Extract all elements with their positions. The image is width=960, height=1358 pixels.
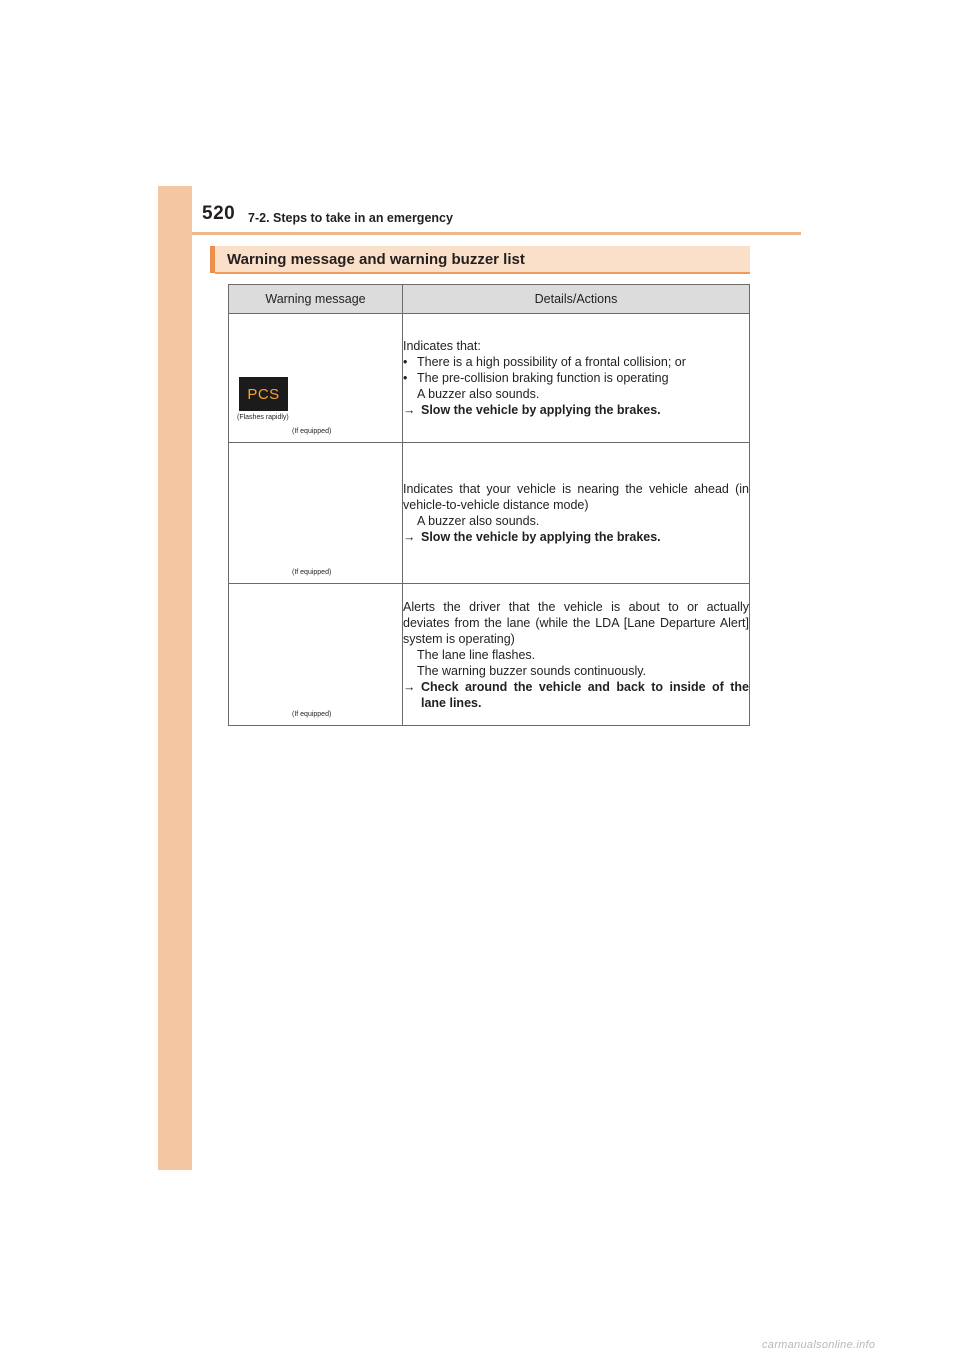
- details-cell: [403, 443, 750, 584]
- details-bullet: [403, 354, 749, 370]
- details-bullet: [403, 370, 749, 386]
- warning-message-cell: [229, 584, 403, 726]
- watermark-logo: carmanualsonline.info: [762, 1339, 876, 1351]
- details-intro: Alerts the driver that the vehicle is about to or actually deviates from the lane (while the LDA [Lane Departure Alert] system is operating): [403, 599, 749, 646]
- pcs-warning-icon: [239, 377, 288, 411]
- flash-note: (Flashes rapidly): [237, 414, 289, 421]
- details-subnote: The lane line flashes.: [417, 647, 536, 662]
- warning-message-cell: [229, 314, 403, 443]
- bullet-mark: •: [403, 355, 408, 369]
- bullet-mark: •: [403, 371, 408, 385]
- details-subnote: A buzzer also sounds.: [417, 514, 540, 528]
- column-header-warning-message: Warning message: [229, 285, 403, 314]
- arrow-icon: →: [403, 530, 416, 544]
- warning-table: [228, 284, 750, 726]
- warning-message-cell: [229, 443, 403, 584]
- action-text: Slow the vehicle by applying the brakes.: [421, 530, 661, 544]
- arrow-icon: →: [403, 679, 416, 694]
- details-cell: [403, 584, 750, 726]
- pcs-icon-label: PCS: [247, 385, 280, 403]
- section-heading-bar: [210, 246, 750, 273]
- table-row: [229, 584, 750, 726]
- action-text: Slow the vehicle by applying the brakes.: [421, 403, 661, 417]
- details-intro: Indicates that:: [403, 339, 481, 353]
- details-subnote: The warning buzzer sounds continuously.: [417, 663, 647, 678]
- details-action: [403, 402, 749, 418]
- bullet-text: The pre-collision braking function is operating: [417, 371, 669, 385]
- bullet-text: There is a high possibility of a frontal collision; or: [417, 355, 686, 369]
- if-equipped-note: (If equipped): [292, 569, 332, 576]
- column-header-details: Details/Actions: [403, 285, 750, 314]
- page-number: 520: [202, 203, 236, 224]
- details-action: [403, 679, 749, 711]
- section-title: Warning message and warning buzzer list: [227, 251, 525, 268]
- details-subnote: A buzzer also sounds.: [417, 387, 540, 401]
- table-header-row: [229, 285, 750, 314]
- action-text: Check around the vehicle and back to inside of the lane lines.: [421, 679, 749, 710]
- arrow-icon: →: [403, 403, 416, 417]
- if-equipped-note: (If equipped): [292, 428, 332, 435]
- details-intro: Indicates that your vehicle is nearing the vehicle ahead (in vehicle-to-vehicle distance mode): [403, 482, 749, 512]
- chapter-title: 7-2. Steps to take in an emergency: [248, 211, 453, 225]
- details-cell: [403, 314, 750, 443]
- section-underline: [215, 272, 750, 274]
- table-row: [229, 443, 750, 584]
- header-rule: [192, 232, 801, 235]
- chapter-side-tab: [158, 186, 192, 1170]
- if-equipped-note: (If equipped): [292, 711, 332, 718]
- details-action: [403, 529, 749, 545]
- table-row: [229, 314, 750, 443]
